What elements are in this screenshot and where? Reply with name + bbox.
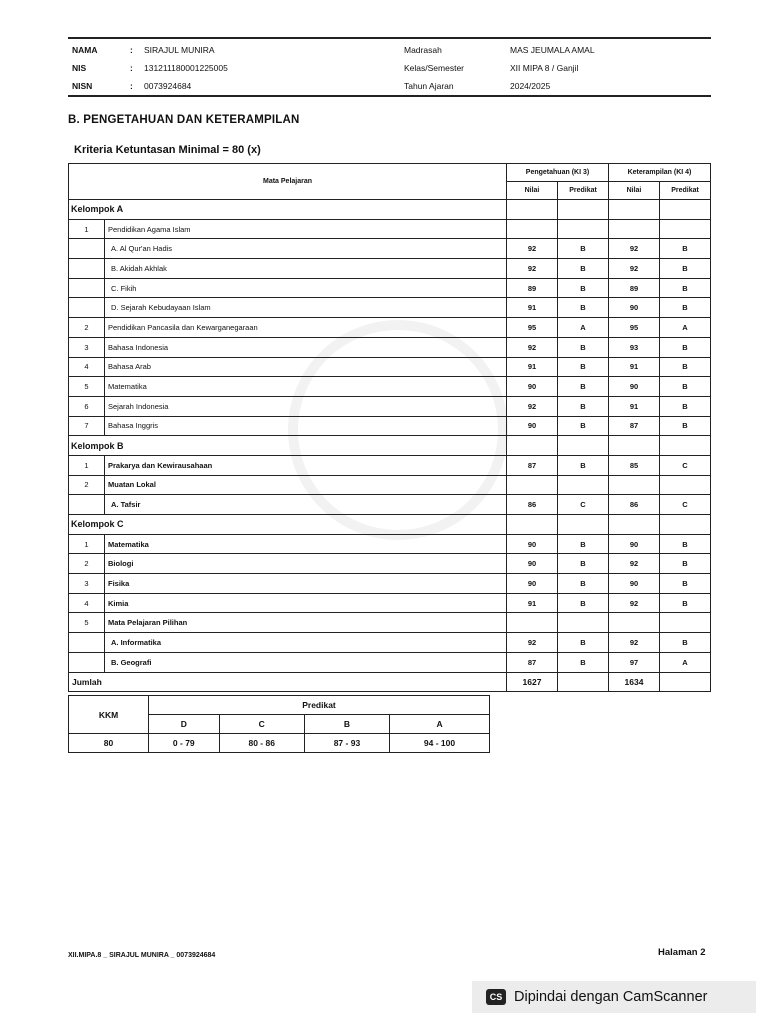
table-row: [69, 298, 711, 318]
nisn-value: 0073924684: [144, 81, 192, 91]
nama-value: SIRAJUL MUNIRA: [144, 45, 215, 55]
subject-name: A. Informatika: [105, 633, 507, 653]
row-number: 3: [69, 574, 105, 594]
subject-name: Kimia: [105, 593, 507, 613]
total-skill: 1634: [609, 672, 660, 692]
row-number: 1: [69, 534, 105, 554]
table-row: [69, 318, 711, 338]
table-row: [69, 278, 711, 298]
knowledge-score: 90: [507, 574, 558, 594]
skill-grade: A: [660, 652, 711, 672]
skill-grade: B: [660, 298, 711, 318]
skill-grade: B: [660, 534, 711, 554]
range-a: 94 - 100: [390, 734, 490, 753]
knowledge-nilai-header: Nilai: [507, 182, 558, 200]
kkm-title: Kriteria Ketuntasan Minimal = 80 (x): [74, 144, 261, 156]
skill-grade: B: [660, 337, 711, 357]
knowledge-score: 87: [507, 455, 558, 475]
nis-value: 131211180001225005: [144, 63, 228, 73]
knowledge-score: 90: [507, 534, 558, 554]
knowledge-score: 92: [507, 396, 558, 416]
camscanner-label: Dipindai dengan CamScanner: [514, 989, 708, 1005]
skill-grade: [660, 219, 711, 239]
table-row: [69, 593, 711, 613]
row-number: [69, 298, 105, 318]
predikat-header: Predikat: [149, 696, 490, 715]
subject-name: Fisika: [105, 574, 507, 594]
skill-grade: C: [660, 495, 711, 515]
footer-student-info: XII.MIPA.8 _ SIRAJUL MUNIRA _ 0073924684: [68, 952, 216, 959]
row-number: 2: [69, 475, 105, 495]
row-number: 7: [69, 416, 105, 436]
subject-name: B. Geografi: [105, 652, 507, 672]
skill-score: 87: [609, 416, 660, 436]
knowledge-grade: B: [558, 377, 609, 397]
colon: :: [130, 81, 133, 91]
table-row: [69, 396, 711, 416]
knowledge-score: [507, 475, 558, 495]
range-c: 80 - 86: [219, 734, 304, 753]
subject-name: Bahasa Inggris: [105, 416, 507, 436]
knowledge-grade: B: [558, 574, 609, 594]
skill-grade: B: [660, 357, 711, 377]
knowledge-score: 91: [507, 298, 558, 318]
knowledge-score: 95: [507, 318, 558, 338]
grade-a-header: A: [390, 715, 490, 734]
skill-nilai-header: Nilai: [609, 182, 660, 200]
knowledge-score: 86: [507, 495, 558, 515]
table-row: [69, 633, 711, 653]
grades-table: [68, 163, 711, 692]
knowledge-score: 89: [507, 278, 558, 298]
camscanner-icon: CS: [486, 989, 506, 1005]
skill-grade: B: [660, 554, 711, 574]
group-label: Kelompok C: [69, 515, 507, 535]
knowledge-score: 92: [507, 337, 558, 357]
row-number: 4: [69, 593, 105, 613]
kkm-value: 80: [69, 734, 149, 753]
knowledge-grade: B: [558, 534, 609, 554]
knowledge-score: 92: [507, 633, 558, 653]
table-row: [69, 239, 711, 259]
row-number: 2: [69, 554, 105, 574]
total-row: [69, 672, 711, 692]
nisn-label: NISN: [72, 81, 93, 91]
subject-name: Sejarah Indonesia: [105, 396, 507, 416]
row-number: 4: [69, 357, 105, 377]
table-row: [69, 475, 711, 495]
group-row: [69, 436, 711, 456]
skill-grade: B: [660, 278, 711, 298]
subject-name: A. Al Qur'an Hadis: [105, 239, 507, 259]
table-row: [69, 337, 711, 357]
knowledge-score: 91: [507, 357, 558, 377]
group-row: [69, 515, 711, 535]
knowledge-grade: B: [558, 554, 609, 574]
knowledge-score: [507, 613, 558, 633]
skill-score: 91: [609, 357, 660, 377]
skill-score: 91: [609, 396, 660, 416]
subject-name: Matematika: [105, 534, 507, 554]
skill-score: 92: [609, 593, 660, 613]
skill-score: 90: [609, 377, 660, 397]
grade-b-header: B: [304, 715, 389, 734]
knowledge-grade: B: [558, 259, 609, 279]
colon: :: [130, 63, 133, 73]
table-row: [69, 259, 711, 279]
nama-label: NAMA: [72, 45, 98, 55]
subject-name: Biologi: [105, 554, 507, 574]
skill-grade: [660, 475, 711, 495]
grades-body: [69, 200, 711, 692]
empty-cell: [507, 200, 558, 220]
skill-score: 92: [609, 239, 660, 259]
skill-grade: B: [660, 396, 711, 416]
row-number: [69, 259, 105, 279]
knowledge-score: 90: [507, 554, 558, 574]
table-row: [69, 377, 711, 397]
empty-cell: [660, 436, 711, 456]
kelas-label: Kelas/Semester: [404, 63, 464, 73]
skill-score: [609, 219, 660, 239]
subject-name: Mata Pelajaran Pilihan: [105, 613, 507, 633]
row-number: [69, 633, 105, 653]
grade-c-header: C: [219, 715, 304, 734]
skill-score: [609, 613, 660, 633]
skill-header: Keterampilan (KI 4): [609, 164, 711, 182]
subject-name: Prakarya dan Kewirausahaan: [105, 455, 507, 475]
subject-name: Pendidikan Pancasila dan Kewarganegaraan: [105, 318, 507, 338]
row-number: 5: [69, 377, 105, 397]
skill-score: 92: [609, 259, 660, 279]
skill-score: [609, 475, 660, 495]
knowledge-score: 90: [507, 416, 558, 436]
group-row: [69, 200, 711, 220]
empty-cell: [660, 200, 711, 220]
kelas-value: XII MIPA 8 / Ganjil: [510, 63, 579, 73]
page-number: Halaman 2: [658, 947, 706, 958]
row-number: [69, 495, 105, 515]
skill-grade: B: [660, 377, 711, 397]
total-knowledge: 1627: [507, 672, 558, 692]
knowledge-score: 92: [507, 239, 558, 259]
skill-predikat-header: Predikat: [660, 182, 711, 200]
skill-grade: B: [660, 259, 711, 279]
row-number: [69, 652, 105, 672]
knowledge-grade: B: [558, 337, 609, 357]
student-identity: [68, 37, 711, 97]
row-number: 2: [69, 318, 105, 338]
row-number: 1: [69, 219, 105, 239]
identity-row: [68, 41, 711, 59]
table-row: [69, 219, 711, 239]
subject-name: Matematika: [105, 377, 507, 397]
skill-score: 85: [609, 455, 660, 475]
row-number: 6: [69, 396, 105, 416]
knowledge-grade: B: [558, 357, 609, 377]
knowledge-grade: B: [558, 455, 609, 475]
section-title: B. PENGETAHUAN DAN KETERAMPILAN: [68, 114, 300, 126]
camscanner-badge: [472, 981, 756, 1013]
subject-name: C. Fikih: [105, 278, 507, 298]
group-label: Kelompok A: [69, 200, 507, 220]
knowledge-score: [507, 219, 558, 239]
skill-score: 90: [609, 534, 660, 554]
knowledge-grade: B: [558, 278, 609, 298]
knowledge-grade: C: [558, 495, 609, 515]
knowledge-grade: [558, 613, 609, 633]
table-row: [69, 357, 711, 377]
empty-cell: [507, 515, 558, 535]
skill-score: 92: [609, 633, 660, 653]
table-row: [69, 574, 711, 594]
knowledge-score: 87: [507, 652, 558, 672]
empty-cell: [558, 515, 609, 535]
skill-grade: C: [660, 455, 711, 475]
empty-cell: [660, 515, 711, 535]
table-row: [69, 554, 711, 574]
row-number: 1: [69, 455, 105, 475]
skill-grade: B: [660, 593, 711, 613]
table-row: [69, 455, 711, 475]
identity-row: [68, 77, 711, 95]
subject-name: Muatan Lokal: [105, 475, 507, 495]
empty-cell: [609, 200, 660, 220]
subject-name: B. Akidah Akhlak: [105, 259, 507, 279]
knowledge-predikat-header: Predikat: [558, 182, 609, 200]
knowledge-score: 92: [507, 259, 558, 279]
empty-cell: [609, 515, 660, 535]
knowledge-grade: B: [558, 652, 609, 672]
knowledge-header: Pengetahuan (KI 3): [507, 164, 609, 182]
subject-name: Pendidikan Agama Islam: [105, 219, 507, 239]
tahun-label: Tahun Ajaran: [404, 81, 454, 91]
group-label: Kelompok B: [69, 436, 507, 456]
range-b: 87 - 93: [304, 734, 389, 753]
knowledge-grade: B: [558, 298, 609, 318]
row-number: [69, 239, 105, 259]
row-number: 3: [69, 337, 105, 357]
table-row: [69, 495, 711, 515]
total-label: Jumlah: [69, 672, 507, 692]
range-d: 0 - 79: [149, 734, 220, 753]
skill-grade: [660, 613, 711, 633]
skill-score: 95: [609, 318, 660, 338]
skill-score: 90: [609, 574, 660, 594]
empty-cell: [558, 672, 609, 692]
subject-name: Bahasa Indonesia: [105, 337, 507, 357]
identity-row: [68, 59, 711, 77]
empty-cell: [558, 200, 609, 220]
skill-grade: B: [660, 633, 711, 653]
knowledge-grade: B: [558, 416, 609, 436]
skill-score: 86: [609, 495, 660, 515]
skill-score: 92: [609, 554, 660, 574]
skill-score: 93: [609, 337, 660, 357]
grade-d-header: D: [149, 715, 220, 734]
knowledge-grade: [558, 219, 609, 239]
madrasah-value: MAS JEUMALA AMAL: [510, 45, 595, 55]
skill-score: 89: [609, 278, 660, 298]
knowledge-grade: B: [558, 633, 609, 653]
knowledge-grade: A: [558, 318, 609, 338]
subject-name: D. Sejarah Kebudayaan Islam: [105, 298, 507, 318]
table-row: [69, 416, 711, 436]
empty-cell: [660, 672, 711, 692]
knowledge-grade: B: [558, 396, 609, 416]
knowledge-grade: [558, 475, 609, 495]
empty-cell: [507, 436, 558, 456]
nis-label: NIS: [72, 63, 87, 73]
colon: :: [130, 45, 133, 55]
subject-header: Mata Pelajaran: [69, 164, 507, 200]
knowledge-score: 90: [507, 377, 558, 397]
skill-grade: B: [660, 239, 711, 259]
knowledge-score: 91: [507, 593, 558, 613]
skill-grade: B: [660, 416, 711, 436]
empty-cell: [609, 436, 660, 456]
table-row: [69, 534, 711, 554]
skill-score: 97: [609, 652, 660, 672]
empty-cell: [558, 436, 609, 456]
madrasah-label: Madrasah: [404, 45, 442, 55]
skill-grade: A: [660, 318, 711, 338]
tahun-value: 2024/2025: [510, 81, 551, 91]
skill-score: 90: [609, 298, 660, 318]
kkm-table: [68, 695, 490, 753]
skill-grade: B: [660, 574, 711, 594]
table-row: [69, 652, 711, 672]
row-number: [69, 278, 105, 298]
knowledge-grade: B: [558, 593, 609, 613]
subject-name: A. Tafsir: [105, 495, 507, 515]
kkm-header: KKM: [69, 696, 149, 734]
table-row: [69, 613, 711, 633]
knowledge-grade: B: [558, 239, 609, 259]
row-number: 5: [69, 613, 105, 633]
subject-name: Bahasa Arab: [105, 357, 507, 377]
